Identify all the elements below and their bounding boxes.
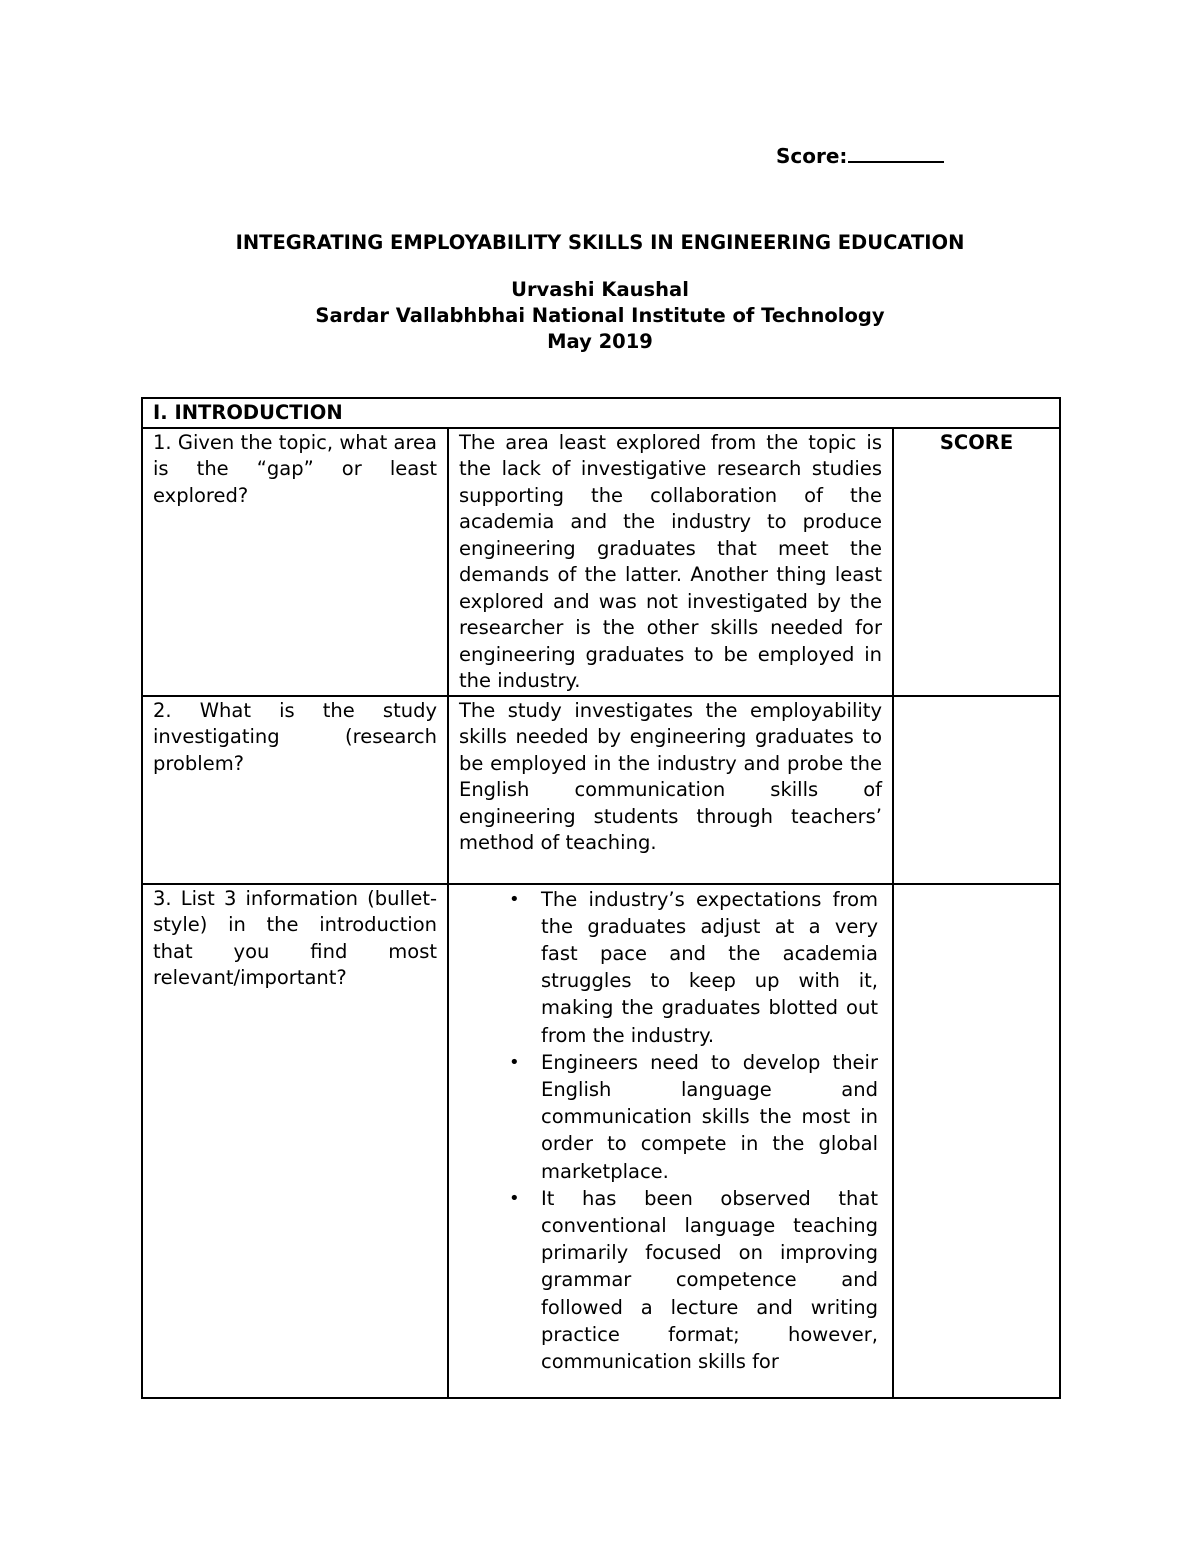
institution-name: Sardar Vallabhbhai National Institute of Technology <box>315 304 885 327</box>
list-item <box>509 1185 878 1375</box>
bullet-icon: • <box>509 888 520 910</box>
question-cell: 1. Given the topic, what area is the “gap” or least explored? <box>142 428 448 696</box>
list-item-text: The industry’s expectations from the graduates adjust at a very fast pace and the academia struggles to keep up with it, making the graduates blotted out from the industry. <box>541 887 878 1047</box>
list-item <box>509 1049 878 1185</box>
score-cell <box>893 884 1060 1398</box>
table-row <box>142 696 1060 884</box>
score-field <box>776 143 944 168</box>
section-heading-row <box>142 398 1060 428</box>
bullet-icon: • <box>509 1051 520 1073</box>
list-item <box>509 886 878 1049</box>
author-name: Urvashi Kaushal <box>511 278 689 301</box>
question-cell: 3. List 3 information (bullet-style) in the introduction that you find most relevant/important? <box>142 884 448 1398</box>
table-row <box>142 428 1060 696</box>
score-header-cell: SCORE <box>893 428 1060 696</box>
section-heading: I. INTRODUCTION <box>142 398 1060 428</box>
answer-cell <box>448 884 893 1398</box>
bullet-icon: • <box>509 1187 520 1209</box>
answer-cell: The area least explored from the topic is the lack of investigative research studies supporting the collaboration of the academia and the industry to produce engineering graduates that meet the demands of the latter. Another thing least explored and was not investigated by the researcher is the other skills needed for engineering graduates to be employed in the industry. <box>448 428 893 696</box>
answer-bullet-list <box>459 886 882 1376</box>
score-cell <box>893 696 1060 884</box>
question-cell: 2. What is the study investigating (research problem? <box>142 696 448 884</box>
score-blank-line <box>848 143 944 163</box>
list-item-text: Engineers need to develop their English language and communication skills the most in order to compete in the global marketplace. <box>541 1050 878 1183</box>
introduction-table <box>141 397 1061 1399</box>
table-row <box>142 884 1060 1398</box>
paper-title: INTEGRATING EMPLOYABILITY SKILLS IN ENGINEERING EDUCATION <box>235 231 965 254</box>
publication-date: May 2019 <box>547 330 653 353</box>
list-item-text: It has been observed that conventional language teaching primarily focused on improving grammar competence and followed a lecture and writing practice format; however, communication skills for <box>541 1186 878 1373</box>
score-label: Score: <box>776 144 848 168</box>
answer-cell: The study investigates the employability skills needed by engineering graduates to be employed in the industry and probe the English communication skills of engineering students through teachers’ method of teaching. <box>448 696 893 884</box>
